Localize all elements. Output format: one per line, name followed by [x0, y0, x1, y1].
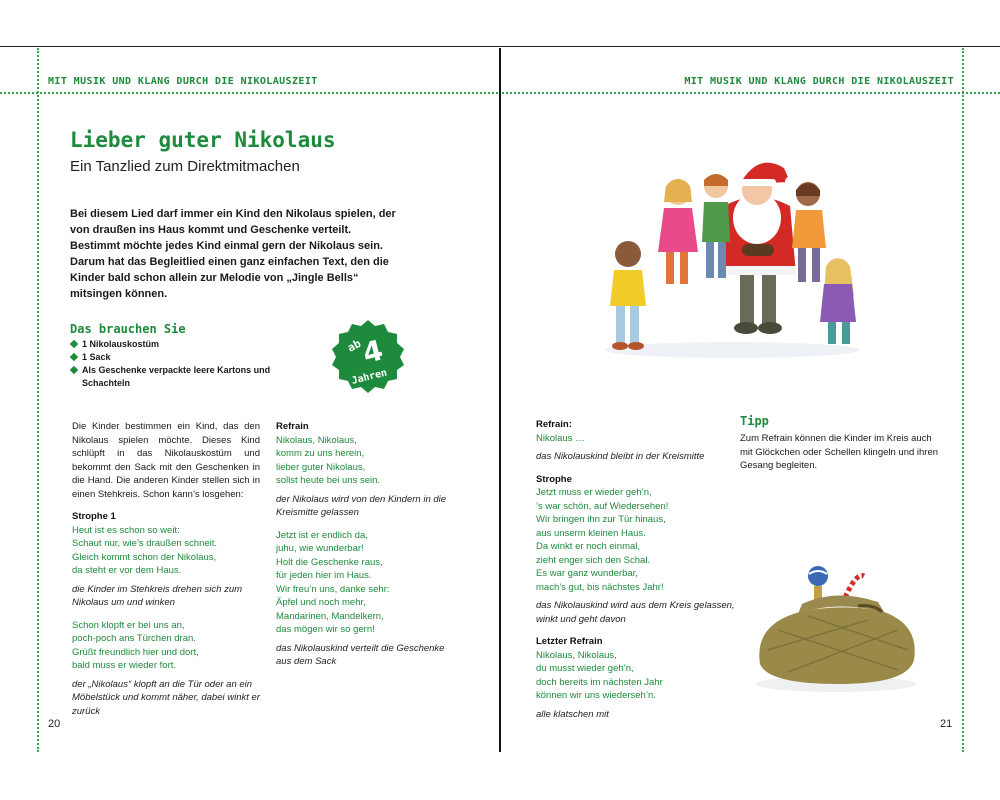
lyric-line: Wir freu’n uns, danke sehr:: [276, 583, 390, 595]
lyric-line: ’s war schön, auf Wiedersehen!: [536, 500, 669, 512]
lyric-line: komm zu uns herein,: [276, 448, 365, 459]
list-item: Als Geschenke verpackte leere Kartons und Schachteln: [70, 364, 290, 390]
column-left: [72, 420, 260, 718]
stage-note: das Nikolauskind bleibt in der Kreismitte: [536, 451, 705, 462]
lyric-line: aus unserm kleinen Haus.: [536, 527, 646, 539]
stage-note: der Nikolaus wird von den Kindern in die Kreismitte gelassen: [276, 493, 447, 518]
right-margin-dotted-line: [962, 48, 964, 752]
left-header-dotted-line: [0, 92, 498, 94]
running-header-left: MIT MUSIK UND KLANG DURCH DIE NIKOLAUSZEIT: [48, 76, 318, 87]
page-subtitle: Ein Tanzlied zum Direktmitmachen: [70, 158, 300, 175]
child-figure: [820, 258, 856, 344]
last-refrain-label: Letzter Refrain: [536, 636, 603, 647]
lyric-line: mach’s gut, bis nächstes Jahr!: [536, 581, 664, 593]
lyric-line: Holt die Geschenke raus,: [276, 556, 383, 568]
lyric-line: Grüßt freundlich hier und dort,: [72, 646, 199, 658]
stage-note: die Kinder im Stehkreis drehen sich zum Nikolaus um und winken: [72, 583, 243, 608]
lyric-line: können wir uns wiederseh’n.: [536, 690, 656, 701]
refrain-label: Refrain:: [536, 419, 572, 430]
lyric-line: Äpfel und noch mehr,: [276, 597, 366, 608]
book-gutter: [499, 48, 501, 752]
list-item: 1 Nikolauskostüm: [70, 338, 290, 351]
strophe-1-label: Strophe 1: [72, 511, 116, 522]
lyric-line: du musst wieder geh’n,: [536, 663, 634, 674]
lyric-line: zieht enger sich den Schal.: [536, 554, 651, 566]
intro-paragraph: Bei diesem Lied darf immer ein Kind den Nikolaus spielen, der von draußen ins Haus kommt und Geschenke verteilt. Bestimmt möchte jedes Kind einmal gern der Nikolaus sein. Darum hat das Begleitlied einen ganz einfachen Text, den die Kinder bald schon allein zur Melodie von „Jingle Bells“ mitsingen können.: [70, 208, 396, 300]
page-title: Lieber guter Nikolaus: [70, 128, 336, 152]
lyric-line: Da winkt er noch einmal,: [536, 541, 641, 552]
stage-note: das Nikolauskind wird aus dem Kreis gelassen, winkt und geht davon: [536, 600, 735, 625]
stage-note: der „Nikolaus“ klopft an die Tür oder an ein Möbelstück und kommt näher, dabei winkt er zurück: [72, 678, 260, 717]
left-margin-dotted-line: [37, 48, 39, 752]
lyric-line: Nikolaus …: [536, 432, 585, 444]
lyric-line: Jetzt muss er wieder geh’n,: [536, 487, 652, 498]
lyric-line: für jeden hier im Haus.: [276, 570, 372, 581]
lyric-line: das mögen wir so gern!: [276, 624, 375, 635]
lyric-line: Mandarinen, Mandelkern,: [276, 610, 384, 622]
lyric-line: sollst heute bei uns sein.: [276, 475, 381, 486]
lyric-line: doch bereits im nächsten Jahr: [536, 676, 663, 688]
needs-heading: Das brauchen Sie: [70, 322, 186, 336]
refrain-label: Refrain: [276, 421, 309, 432]
child-figure: [792, 182, 826, 282]
lyric-line: Gleich kommt schon der Nikolaus,: [72, 551, 217, 563]
running-header-right: MIT MUSIK UND KLANG DURCH DIE NIKOLAUSZEIT: [684, 76, 954, 87]
page-number-left: 20: [48, 718, 61, 730]
child-figure: [610, 241, 646, 350]
ornament-ball-icon: [808, 566, 828, 586]
lyric-line: Schon klopft er bei uns an,: [72, 619, 185, 631]
child-figure: [658, 179, 698, 284]
lyric-line: Es war ganz wunderbar,: [536, 568, 638, 579]
lyric-line: Nikolaus, Nikolaus,: [276, 434, 357, 446]
strophe-label: Strophe: [536, 473, 572, 485]
stage-note: alle klatschen mit: [536, 708, 609, 720]
column-middle: [276, 420, 462, 669]
child-figure: [702, 174, 730, 278]
nikolaus-children-illustration: [592, 146, 872, 360]
age-badge: [330, 318, 406, 394]
lyric-line: juhu, wie wunderbar!: [276, 543, 364, 554]
column-right: [536, 418, 736, 721]
stage-note: das Nikolauskind verteilt die Geschenke aus dem Sack: [276, 642, 445, 667]
lyric-line: poch-poch ans Türchen dran.: [72, 633, 196, 644]
lyric-line: bald muss er wieder fort.: [72, 660, 177, 671]
badge-ab: ab: [345, 336, 364, 355]
list-item: 1 Sack: [70, 351, 290, 364]
tipp-heading: Tipp: [740, 414, 769, 428]
lyric-line: lieber guter Nikolaus,: [276, 461, 366, 473]
lyric-line: Schaut nur, wie’s draußen schneit.: [72, 538, 218, 549]
nikolaus-figure: [718, 163, 797, 334]
lyric-line: da steht er vor dem Haus.: [72, 565, 182, 576]
gift-sack-illustration: [748, 560, 924, 694]
badge-jahren: Jahren: [350, 367, 389, 387]
page-top-edge: [0, 46, 1000, 47]
lyric-line: Wir bringen ihn zur Tür hinaus,: [536, 514, 666, 525]
badge-number: 4: [359, 333, 387, 371]
lyric-line: Jetzt ist er endlich da,: [276, 529, 368, 541]
right-header-dotted-line: [502, 92, 1000, 94]
lyric-line: Nikolaus, Nikolaus,: [536, 649, 617, 661]
tipp-text: Zum Refrain können die Kinder im Kreis auch mit Glöckchen oder Schellen klingeln und ihren Gesang begleiten.: [740, 433, 939, 471]
instruction-text: Die Kinder bestimmen ein Kind, das den Nikolaus spielen möchte. Dieses Kind schlüpft in das Nikolauskostüm und bekommt den Sack mit den Geschenken in die Hand. Die anderen Kinder stellen sich in einen Stehkreis. Schon kann’s losgehen:: [72, 421, 260, 500]
lyric-line: Heut ist es schon so weit:: [72, 524, 180, 536]
page-number-right: 21: [940, 718, 953, 730]
needs-list: [70, 338, 290, 390]
